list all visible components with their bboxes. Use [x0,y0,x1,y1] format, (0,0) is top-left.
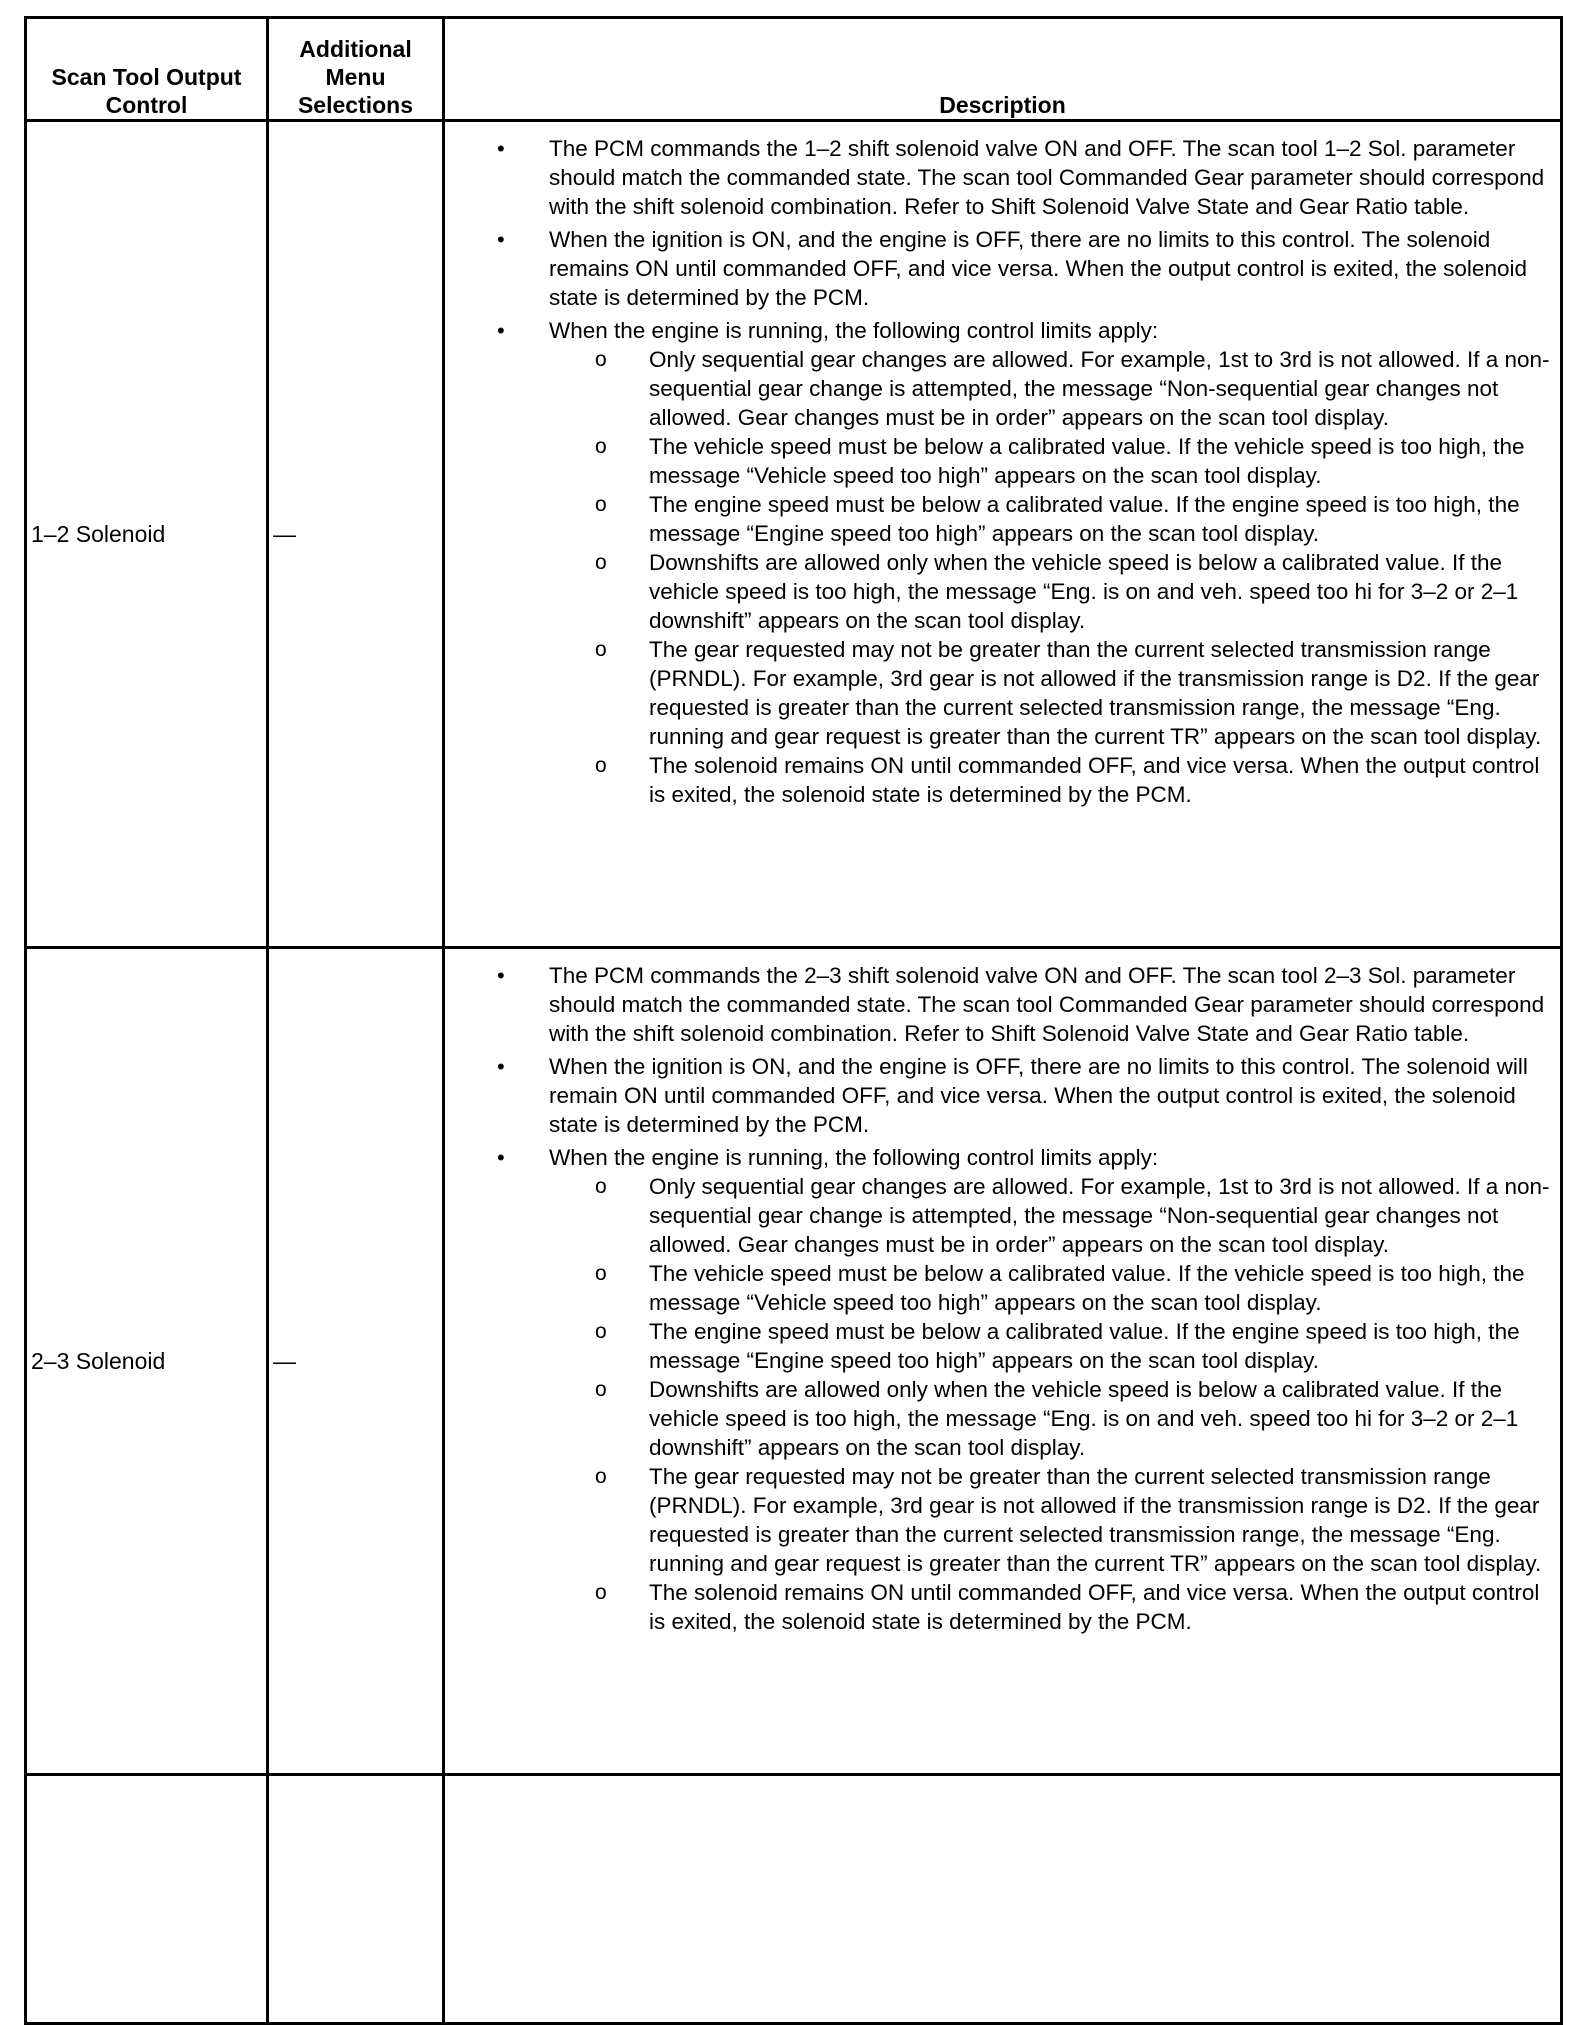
header-output-control: Scan Tool Output Control [26,18,268,121]
bullet-item: • When the ignition is ON, and the engine is OFF, there are no limits to this control. The solenoid remains ON until commanded OFF, and vice versa. When the output control is exited, the solenoid state is determined by the PCM. [445,225,1554,312]
bullet-item: • The PCM commands the 1–2 shift solenoid valve ON and OFF. The scan tool 1–2 Sol. parameter should match the commanded state. The scan tool Commanded Gear parameter should correspond with the shift solenoid combination. Refer to Shift Solenoid Valve State and Gear Ratio table. [445,134,1554,221]
output-control-cell: 2–3 Solenoid [26,948,268,1775]
bullet-item: • The PCM commands the 2–3 shift solenoid valve ON and OFF. The scan tool 2–3 Sol. parameter should match the commanded state. The scan tool Commanded Gear parameter should correspond with the shift solenoid combination. Refer to Shift Solenoid Valve State and Gear Ratio table. [445,961,1554,1048]
sub-bullet-item: o The gear requested may not be greater than the current selected transmission range (PRNDL). For example, 3rd gear is not allowed if the transmission range is D2. If the gear requested is greater than the current selected transmission range, the message “Eng. running and gear request is greater than the current TR” appears on the scan tool display. [547,635,1554,751]
empty-cell [268,1775,444,2024]
sub-bullet-item: o The engine speed must be below a calibrated value. If the engine speed is too high, the message “Engine speed too high” appears on the scan tool display. [547,490,1554,548]
sub-bullet-item: o The vehicle speed must be below a calibrated value. If the vehicle speed is too high, the message “Vehicle speed too high” appears on the scan tool display. [547,1259,1554,1317]
table-row-2-3-solenoid [26,948,1562,1775]
empty-cell [26,1775,268,2024]
sub-bullet-item: o Only sequential gear changes are allowed. For example, 1st to 3rd is not allowed. If a non-sequential gear change is attempted, the message “Non-sequential gear changes not allowed. Gear changes must be in order” appears on the scan tool display. [547,1172,1554,1259]
sub-bullet-list [549,1172,1554,1636]
output-control-cell: 1–2 Solenoid [26,121,268,948]
empty-cell [444,1775,1562,2024]
sub-bullet-list [549,345,1554,809]
output-control-table [24,16,1563,2025]
sub-bullet-item: o Downshifts are allowed only when the vehicle speed is below a calibrated value. If the vehicle speed is too high, the message “Eng. is on and veh. speed too hi for 3–2 or 2–1 downshift” appears on the scan tool display. [547,1375,1554,1462]
sub-bullet-item: o The solenoid remains ON until commanded OFF, and vice versa. When the output control is exited, the solenoid state is determined by the PCM. [547,1578,1554,1636]
bullet-text: When the engine is running, the following control limits apply: [549,1145,1159,1170]
sub-bullet-item: o Only sequential gear changes are allowed. For example, 1st to 3rd is not allowed. If a non-sequential gear change is attempted, the message “Non-sequential gear changes not allowed. Gear changes must be in order” appears on the scan tool display. [547,345,1554,432]
bullet-list [445,134,1554,809]
sub-bullet-item: o Downshifts are allowed only when the vehicle speed is below a calibrated value. If the vehicle speed is too high, the message “Eng. is on and veh. speed too hi for 3–2 or 2–1 downshift” appears on the scan tool display. [547,548,1554,635]
sub-bullet-item: o The engine speed must be below a calibrated value. If the engine speed is too high, the message “Engine speed too high” appears on the scan tool display. [547,1317,1554,1375]
header-description: Description [444,18,1562,121]
menu-selection-cell: — [268,948,444,1775]
description-cell [444,121,1562,948]
bullet-text: When the engine is running, the following control limits apply: [549,318,1159,343]
menu-selection-cell: — [268,121,444,948]
bullet-list [445,961,1554,1636]
bullet-item [445,1143,1554,1636]
bullet-item [445,316,1554,809]
sub-bullet-item: o The solenoid remains ON until commanded OFF, and vice versa. When the output control is exited, the solenoid state is determined by the PCM. [547,751,1554,809]
table-header-row [26,18,1562,121]
table-row-empty [26,1775,1562,2024]
header-additional-menu: Additional Menu Selections [268,18,444,121]
table-row-1-2-solenoid [26,121,1562,948]
sub-bullet-item: o The gear requested may not be greater than the current selected transmission range (PRNDL). For example, 3rd gear is not allowed if the transmission range is D2. If the gear requested is greater than the current selected transmission range, the message “Eng. running and gear request is greater than the current TR” appears on the scan tool display. [547,1462,1554,1578]
description-cell [444,948,1562,1775]
sub-bullet-item: o The vehicle speed must be below a calibrated value. If the vehicle speed is too high, the message “Vehicle speed too high” appears on the scan tool display. [547,432,1554,490]
bullet-item: • When the ignition is ON, and the engine is OFF, there are no limits to this control. The solenoid will remain ON until commanded OFF, and vice versa. When the output control is exited, the solenoid state is determined by the PCM. [445,1052,1554,1139]
